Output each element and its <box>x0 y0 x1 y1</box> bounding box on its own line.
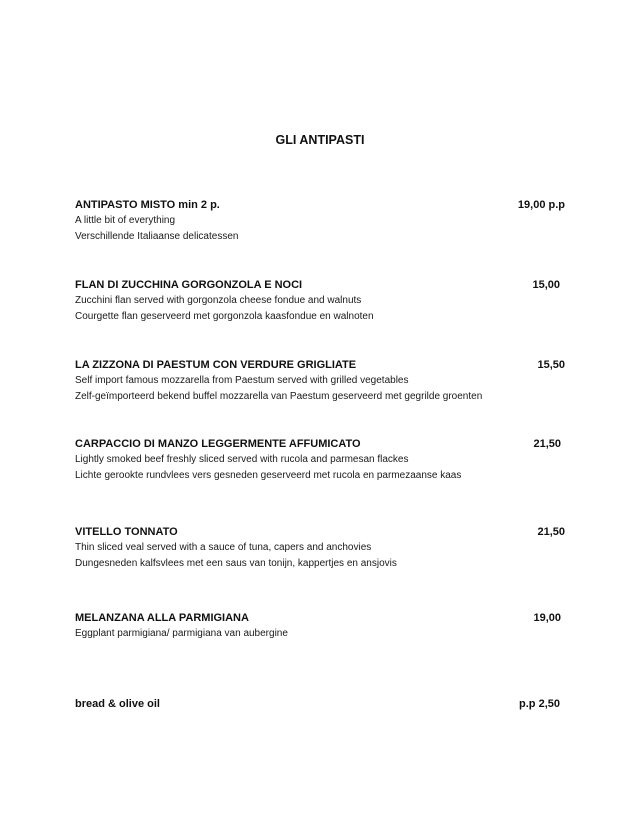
item-name: bread & olive oil <box>75 698 160 710</box>
item-name: LA ZIZZONA DI PAESTUM CON VERDURE GRIGLIATE <box>75 359 357 371</box>
item-price: 19,00 p.p <box>517 199 565 211</box>
menu-item <box>75 610 567 642</box>
item-price: 21,50 <box>537 526 565 538</box>
item-price: 15,50 <box>537 359 565 371</box>
menu-item <box>75 524 567 572</box>
menu-item <box>75 357 567 405</box>
item-name: FLAN DI ZUCCHINA GORGONZOLA E NOCI <box>75 279 303 291</box>
menu-item <box>75 197 567 245</box>
item-price: p.p 2,50 <box>519 698 560 710</box>
item-description-en: Thin sliced veal served with a sauce of tuna, capers and anchovies <box>75 542 372 553</box>
item-description-nl: Lichte gerookte rundvlees vers gesneden geserveerd met rucola en parmezaanse kaas <box>75 470 462 481</box>
item-description-nl: Courgette flan geserveerd met gorgonzola kaasfondue en walnoten <box>75 311 374 322</box>
item-price: 19,00 <box>533 612 561 624</box>
item-description-nl: Verschillende Italiaanse delicatessen <box>75 231 239 242</box>
menu-item <box>75 696 567 712</box>
menu-item <box>75 436 567 484</box>
item-description-en: Self import famous mozzarella from Paestum served with grilled vegetables <box>75 375 409 386</box>
item-price: 21,50 <box>533 438 561 450</box>
item-name: CARPACCIO DI MANZO LEGGERMENTE AFFUMICATO <box>75 438 361 450</box>
menu-item <box>75 277 567 325</box>
item-price: 15,00 <box>532 279 560 291</box>
item-name: ANTIPASTO MISTO min 2 p. <box>75 199 220 211</box>
item-description: Eggplant parmigiana/ parmigiana van aubergine <box>75 628 288 639</box>
item-description-nl: Dungesneden kalfsvlees met een saus van tonijn, kappertjes en ansjovis <box>75 558 397 569</box>
item-description-nl: Zelf-geïmporteerd bekend buffel mozzarella van Paestum geserveerd met gegrilde groenten <box>75 391 483 402</box>
item-description-en: Zucchini flan served with gorgonzola cheese fondue and walnuts <box>75 295 362 306</box>
item-name: VITELLO TONNATO <box>75 526 178 538</box>
item-description-en: Lightly smoked beef freshly sliced served with rucola and parmesan flackes <box>75 454 409 465</box>
item-description-en: A little bit of everything <box>75 215 176 226</box>
page-title: GLI ANTIPASTI <box>275 133 365 147</box>
item-name: MELANZANA ALLA PARMIGIANA <box>75 612 249 624</box>
